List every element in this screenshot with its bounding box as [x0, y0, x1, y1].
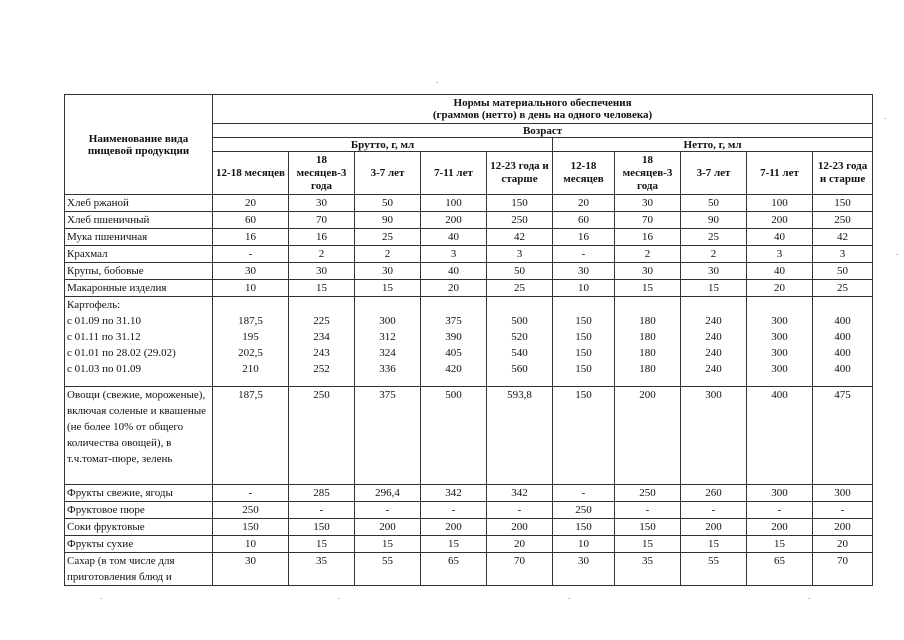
- value-cell: 500 520 540 560: [487, 297, 553, 387]
- value-cell: -: [487, 502, 553, 519]
- norms-header: Нормы материального обеспечения (граммов (нетто) в день на одного человека): [213, 95, 873, 124]
- product-name-cell: Хлеб ржаной: [65, 195, 213, 212]
- value-cell: 16: [553, 229, 615, 246]
- table-row: [65, 502, 873, 519]
- value-cell: 187,5: [213, 387, 289, 485]
- value-cell: 10: [213, 536, 289, 553]
- value-cell: 25: [487, 280, 553, 297]
- value-cell: 3: [487, 246, 553, 263]
- netto-age-header: 12-18 месяцев: [553, 152, 615, 195]
- value-cell: 180 180 180 180: [615, 297, 681, 387]
- value-cell: 40: [747, 229, 813, 246]
- value-cell: 300: [747, 485, 813, 502]
- value-cell: 15: [681, 536, 747, 553]
- value-cell: 60: [213, 212, 289, 229]
- value-cell: 15: [289, 536, 355, 553]
- value-cell: 150: [553, 519, 615, 536]
- table-row: [65, 536, 873, 553]
- value-cell: 30: [355, 263, 421, 280]
- value-cell: 200: [747, 519, 813, 536]
- value-cell: 2: [289, 246, 355, 263]
- value-cell: 3: [747, 246, 813, 263]
- brutto-age-header: 12-23 года и старше: [487, 152, 553, 195]
- table-row: [65, 229, 873, 246]
- product-name-cell: Мука пшеничная: [65, 229, 213, 246]
- value-cell: 250: [289, 387, 355, 485]
- value-cell: 2: [681, 246, 747, 263]
- value-cell: 200: [681, 519, 747, 536]
- value-cell: 400: [747, 387, 813, 485]
- value-cell: 150: [615, 519, 681, 536]
- value-cell: 70: [615, 212, 681, 229]
- value-cell: 30: [681, 263, 747, 280]
- product-name-cell: Крупы, бобовые: [65, 263, 213, 280]
- value-cell: 500: [421, 387, 487, 485]
- value-cell: -: [213, 246, 289, 263]
- value-cell: 285: [289, 485, 355, 502]
- value-cell: 342: [487, 485, 553, 502]
- value-cell: 30: [553, 553, 615, 586]
- product-name-cell: Крахмал: [65, 246, 213, 263]
- value-cell: 30: [615, 195, 681, 212]
- value-cell: 35: [615, 553, 681, 586]
- value-cell: 40: [747, 263, 813, 280]
- value-cell: 150: [553, 387, 615, 485]
- product-name-cell: Овощи (свежие, мороженые), включая соленые и квашеные (не более 10% от общего количества овощей), в т.ч.томат-пюре, зелень: [65, 387, 213, 485]
- netto-age-header: 3-7 лет: [681, 152, 747, 195]
- value-cell: 35: [289, 553, 355, 586]
- value-cell: 200: [421, 212, 487, 229]
- product-name-cell: Фруктовое пюре: [65, 502, 213, 519]
- value-cell: 16: [615, 229, 681, 246]
- value-cell: 250: [615, 485, 681, 502]
- value-cell: 90: [681, 212, 747, 229]
- value-cell: 200: [813, 519, 873, 536]
- product-name-cell: Картофель: с 01.09 по 31.10 с 01.11 по 31.12 с 01.01 по 28.02 (29.02) с 01.03 по 01.09: [65, 297, 213, 387]
- value-cell: 70: [813, 553, 873, 586]
- value-cell: 25: [681, 229, 747, 246]
- value-cell: 20: [747, 280, 813, 297]
- value-cell: 50: [355, 195, 421, 212]
- table-row: [65, 212, 873, 229]
- value-cell: 50: [813, 263, 873, 280]
- value-cell: 15: [615, 280, 681, 297]
- value-cell: 375 390 405 420: [421, 297, 487, 387]
- value-cell: 15: [355, 536, 421, 553]
- value-cell: 15: [747, 536, 813, 553]
- value-cell: 90: [355, 212, 421, 229]
- netto-age-header: 7-11 лет: [747, 152, 813, 195]
- table-row: [65, 195, 873, 212]
- value-cell: 40: [421, 229, 487, 246]
- value-cell: 260: [681, 485, 747, 502]
- table-row: [65, 263, 873, 280]
- document-sheet: [64, 94, 873, 586]
- value-cell: 187,5 195 202,5 210: [213, 297, 289, 387]
- value-cell: 50: [681, 195, 747, 212]
- value-cell: -: [421, 502, 487, 519]
- table-row: [65, 246, 873, 263]
- product-name-cell: Сахар (в том числе для приготовления блюд и: [65, 553, 213, 586]
- value-cell: 150: [289, 519, 355, 536]
- value-cell: 475: [813, 387, 873, 485]
- value-cell: 15: [421, 536, 487, 553]
- value-cell: 16: [213, 229, 289, 246]
- product-name-header: Наименование вида пищевой продукции: [65, 95, 213, 195]
- value-cell: 65: [421, 553, 487, 586]
- value-cell: -: [681, 502, 747, 519]
- brutto-age-header: 3-7 лет: [355, 152, 421, 195]
- value-cell: 15: [681, 280, 747, 297]
- value-cell: -: [213, 485, 289, 502]
- value-cell: -: [747, 502, 813, 519]
- value-cell: 30: [553, 263, 615, 280]
- value-cell: 200: [615, 387, 681, 485]
- value-cell: 200: [487, 519, 553, 536]
- table-row: [65, 280, 873, 297]
- value-cell: 400 400 400 400: [813, 297, 873, 387]
- value-cell: 70: [289, 212, 355, 229]
- value-cell: 375: [355, 387, 421, 485]
- value-cell: -: [289, 502, 355, 519]
- value-cell: 20: [813, 536, 873, 553]
- value-cell: 296,4: [355, 485, 421, 502]
- value-cell: 593,8: [487, 387, 553, 485]
- food-norms-table: [64, 94, 873, 586]
- value-cell: 15: [289, 280, 355, 297]
- value-cell: 55: [355, 553, 421, 586]
- value-cell: 3: [421, 246, 487, 263]
- brutto-age-header: 7-11 лет: [421, 152, 487, 195]
- value-cell: 20: [487, 536, 553, 553]
- value-cell: 30: [615, 263, 681, 280]
- product-name-cell: Соки фруктовые: [65, 519, 213, 536]
- value-cell: 70: [487, 553, 553, 586]
- netto-age-header: 18 месяцев-3 года: [615, 152, 681, 195]
- product-name-cell: Фрукты сухие: [65, 536, 213, 553]
- value-cell: 225 234 243 252: [289, 297, 355, 387]
- table-row: [65, 297, 873, 387]
- value-cell: 42: [813, 229, 873, 246]
- table-row: [65, 519, 873, 536]
- brutto-age-header: 12-18 месяцев: [213, 152, 289, 195]
- value-cell: 55: [681, 553, 747, 586]
- brutto-header: Брутто, г, мл: [213, 138, 553, 152]
- value-cell: 20: [553, 195, 615, 212]
- value-cell: 15: [615, 536, 681, 553]
- product-name-cell: Макаронные изделия: [65, 280, 213, 297]
- value-cell: -: [813, 502, 873, 519]
- value-cell: 342: [421, 485, 487, 502]
- value-cell: 240 240 240 240: [681, 297, 747, 387]
- netto-age-header: 12-23 года и старше: [813, 152, 873, 195]
- value-cell: 150 150 150 150: [553, 297, 615, 387]
- table-row: [65, 485, 873, 502]
- value-cell: 150: [487, 195, 553, 212]
- value-cell: 50: [487, 263, 553, 280]
- value-cell: 250: [487, 212, 553, 229]
- value-cell: 300 312 324 336: [355, 297, 421, 387]
- value-cell: 2: [615, 246, 681, 263]
- value-cell: 200: [355, 519, 421, 536]
- value-cell: 200: [421, 519, 487, 536]
- brutto-age-header: 18 месяцев-3 года: [289, 152, 355, 195]
- value-cell: -: [615, 502, 681, 519]
- value-cell: 65: [747, 553, 813, 586]
- value-cell: 3: [813, 246, 873, 263]
- value-cell: 10: [553, 536, 615, 553]
- value-cell: 25: [355, 229, 421, 246]
- value-cell: 10: [553, 280, 615, 297]
- value-cell: 200: [747, 212, 813, 229]
- value-cell: -: [553, 485, 615, 502]
- value-cell: 250: [213, 502, 289, 519]
- table-row: [65, 387, 873, 485]
- value-cell: 30: [289, 263, 355, 280]
- value-cell: 30: [289, 195, 355, 212]
- value-cell: 16: [289, 229, 355, 246]
- value-cell: 150: [813, 195, 873, 212]
- value-cell: 60: [553, 212, 615, 229]
- value-cell: 20: [421, 280, 487, 297]
- value-cell: 250: [553, 502, 615, 519]
- value-cell: 10: [213, 280, 289, 297]
- value-cell: 300: [813, 485, 873, 502]
- value-cell: 300: [681, 387, 747, 485]
- value-cell: 40: [421, 263, 487, 280]
- netto-header: Нетто, г, мл: [553, 138, 873, 152]
- product-name-cell: Фрукты свежие, ягоды: [65, 485, 213, 502]
- value-cell: 100: [421, 195, 487, 212]
- value-cell: 30: [213, 263, 289, 280]
- value-cell: 25: [813, 280, 873, 297]
- value-cell: 42: [487, 229, 553, 246]
- value-cell: 300 300 300 300: [747, 297, 813, 387]
- value-cell: -: [355, 502, 421, 519]
- value-cell: 150: [213, 519, 289, 536]
- value-cell: 100: [747, 195, 813, 212]
- value-cell: 15: [355, 280, 421, 297]
- value-cell: -: [553, 246, 615, 263]
- product-name-cell: Хлеб пшеничный: [65, 212, 213, 229]
- value-cell: 2: [355, 246, 421, 263]
- value-cell: 250: [813, 212, 873, 229]
- table-row: [65, 553, 873, 586]
- age-header: Возраст: [213, 124, 873, 138]
- value-cell: 30: [213, 553, 289, 586]
- value-cell: 20: [213, 195, 289, 212]
